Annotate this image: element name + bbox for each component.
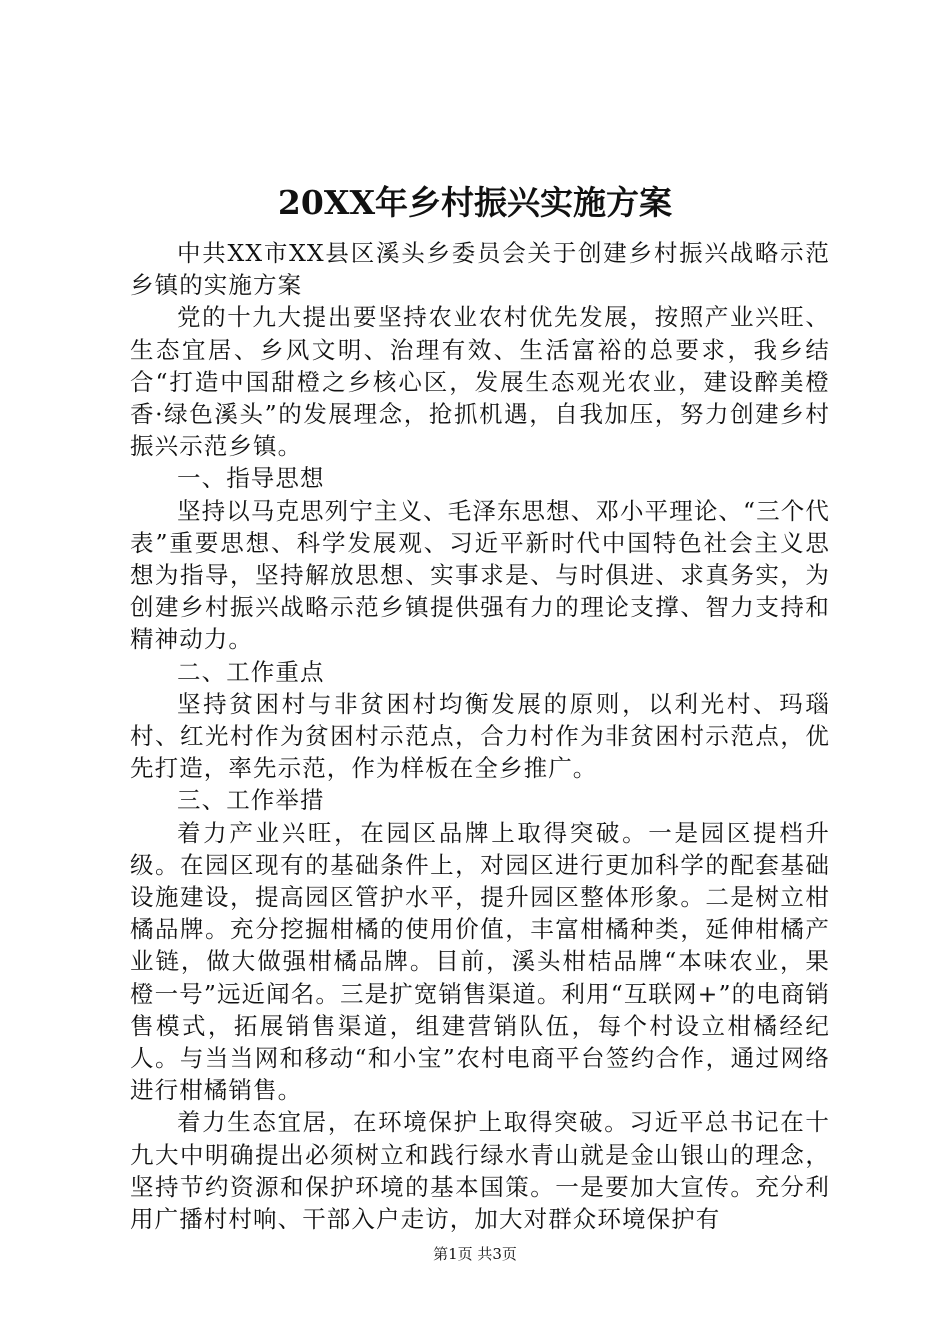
paragraph-ecology: 着力生态宜居，在环境保护上取得突破。习近平总书记在十九大中明确提出必须树立和践行绿水青山就是金山银山的理念，坚持节约资源和保护环境的基本国策。一是要加大宣传。充分利用广播村村响、干部入户走访，加大对群众环境保护有 <box>130 1108 830 1234</box>
paragraph-intro: 党的十九大提出要坚持农业农村优先发展，按照产业兴旺、生态宜居、乡风文明、治理有效、生活富裕的总要求，我乡结合“打造中国甜橙之乡核心区，发展生态观光农业，建设醉美橙香·绿色溪头”的发展理念，抢抓机遇，自我加压，努力创建乡村振兴示范乡镇。 <box>130 303 830 461</box>
document-body <box>130 237 830 1235</box>
paragraph-industry: 着力产业兴旺，在园区品牌上取得突破。一是园区提档升级。在园区现有的基础条件上，对园区进行更加科学的配套基础设施建设，提高园区管护水平，提升园区整体形象。二是树立柑橘品牌。充分挖掘柑橘的使用价值，丰富柑橘种类，延伸柑橘产业链，做大做强柑橘品牌。目前，溪头柑桔品牌“本味农业，果橙一号”远近闻名。三是扩宽销售渠道。利用“互联网+”的电商销售模式，拓展销售渠道，组建营销队伍，每个村设立柑橘经纪人。与当当网和移动“和小宝”农村电商平台签约合作，通过网络进行柑橘销售。 <box>130 818 830 1105</box>
section-heading-work-measures: 三、工作举措 <box>177 786 325 815</box>
paragraph-guiding-ideology: 坚持以马克思列宁主义、毛泽东思想、邓小平理论、“三个代表”重要思想、科学发展观、习近平新时代中国特色社会主义思想为指导，坚持解放思想、实事求是、与时俱进、求真务实，为创建乡村振兴战略示范乡镇提供强有力的理论支撑、智力支持和精神动力。 <box>130 496 830 654</box>
paragraph-work-focus: 坚持贫困村与非贫困村均衡发展的原则，以利光村、玛瑙村、红光村作为贫困村示范点，合力村作为非贫困村示范点，优先打造，率先示范，作为样板在全乡推广。 <box>130 689 830 783</box>
page-footer: 第1页 共3页 <box>433 1245 517 1263</box>
section-heading-guiding-ideology: 一、指导思想 <box>177 464 325 493</box>
paragraph-subtitle: 中共XX市XX县区溪头乡委员会关于创建乡村振兴战略示范乡镇的实施方案 <box>130 239 830 300</box>
section-heading-work-focus: 二、工作重点 <box>177 657 325 686</box>
document-title: 20XX年乡村振兴实施方案 <box>277 183 673 222</box>
